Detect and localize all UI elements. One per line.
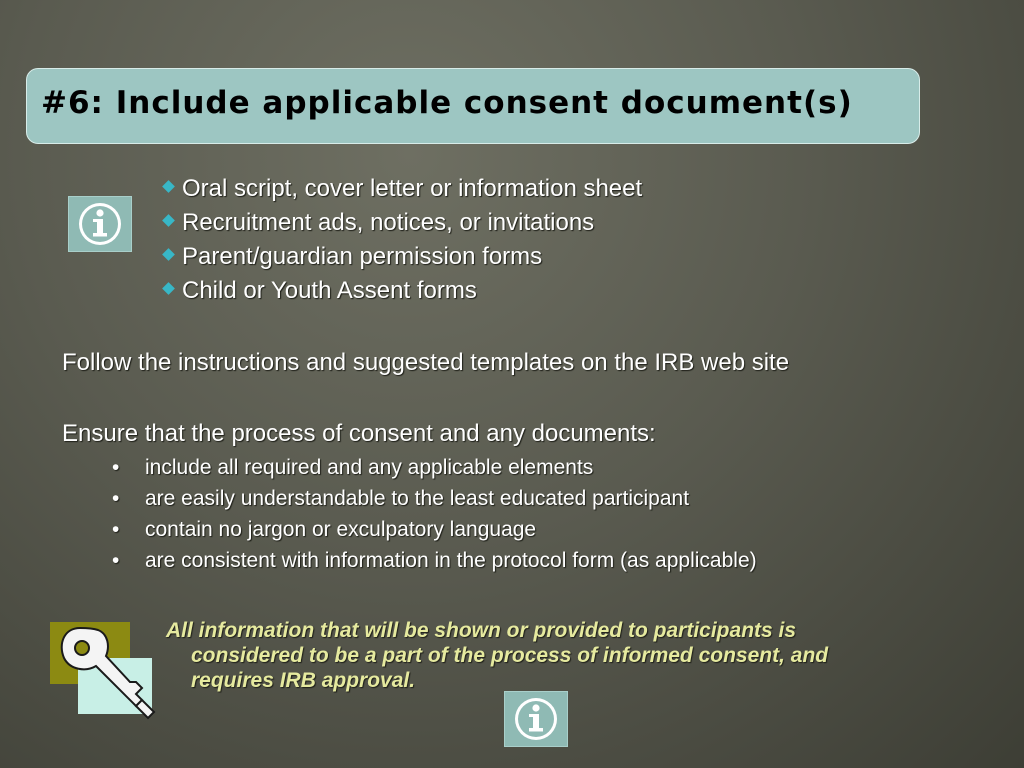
ensure-list: [112, 452, 757, 576]
bullet-icon: •: [112, 456, 120, 479]
list-item: Oral script, cover letter or information sheet: [164, 172, 642, 206]
list-item: • contain no jargon or exculpatory language: [112, 514, 757, 545]
bullet-icon: •: [112, 518, 120, 541]
diamond-bullet-icon: [162, 214, 175, 227]
diamond-bullet-icon: [162, 180, 175, 193]
bullet-icon: •: [112, 487, 120, 510]
bullet-icon: •: [112, 549, 120, 572]
irb-approval-note: [166, 618, 976, 693]
note-line: requires IRB approval.: [191, 669, 416, 692]
list-item: • are easily understandable to the least educated participant: [112, 483, 757, 514]
list-item: Recruitment ads, notices, or invitations: [164, 206, 642, 240]
list-item: • are consistent with information in the protocol form (as applicable): [112, 545, 757, 576]
diamond-bullet-icon: [162, 248, 175, 261]
key-icon[interactable]: [50, 622, 160, 726]
note-line: All information that will be shown or provided to participants is: [166, 619, 797, 642]
document-types-list: [164, 172, 642, 308]
list-item: Child or Youth Assent forms: [164, 274, 642, 308]
list-item: • include all required and any applicable elements: [112, 452, 757, 483]
slide-title: #6: Include applicable consent document(s): [41, 85, 853, 121]
info-icon[interactable]: [504, 691, 568, 747]
ensure-intro-text: Ensure that the process of consent and any documents:: [62, 420, 656, 447]
slide-title-box: [26, 68, 920, 144]
list-item: Parent/guardian permission forms: [164, 240, 642, 274]
diamond-bullet-icon: [162, 282, 175, 295]
info-icon[interactable]: [68, 196, 132, 252]
note-line: considered to be a part of the process of informed consent, and: [191, 644, 829, 667]
instructions-text: Follow the instructions and suggested templates on the IRB web site: [62, 349, 790, 376]
